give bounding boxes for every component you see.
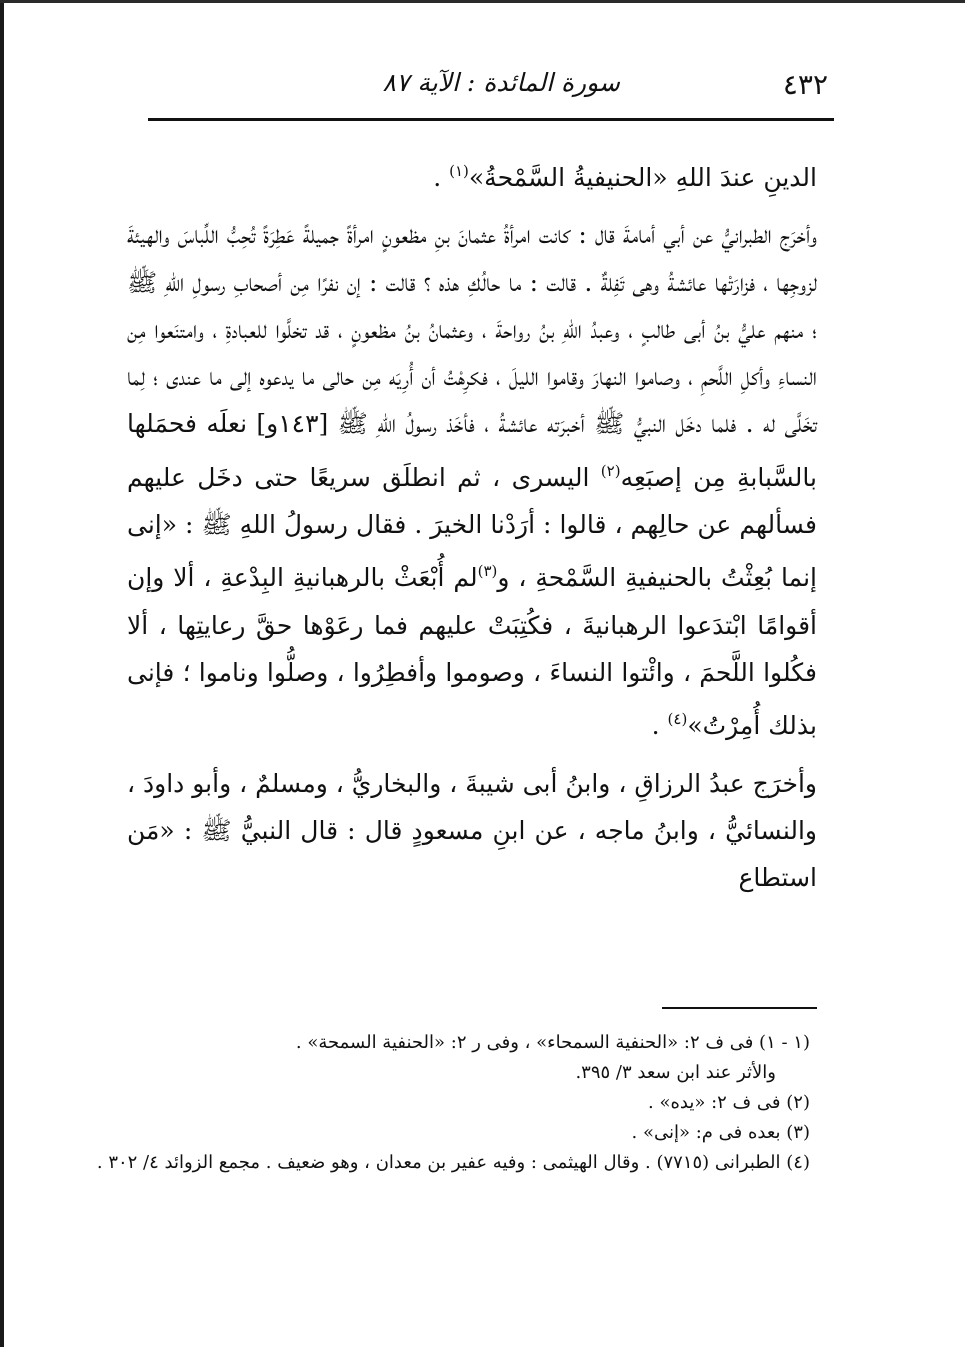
paragraph-2-part-2: اليسرى ، ثم انطلَق سريعًا حتى دخَل عليهم فسألهم عن حالِهم ، قالوا : أرَدْنا الخيرَ . فقال رسولُ اللهِ ﷺ : «إنى إنما بُعِثْتُ بالحنيفيةِ السَّمْحةِ ، و [127,462,817,593]
paragraph-3 [127,760,817,902]
footnotes [96,1028,810,1178]
paragraph-2-part-3: لم أُبْعَثْ بالرهبانيةِ البِدْعةِ ، ألا وإن أقوامًا ابْتدَعوا الرهبانيةَ ، فكُتِبَتْ عليهم فما رعَوْها حقَّ رعايتِها ، ألا فكُلوا اللَّحمَ ، وائْتوا النساءَ ، وصوموا وأفطِرُوا ، وصلُّوا وناموا ؛ فإنى بذلك أُمِرْتُ» [127,563,817,741]
paragraph-1-text: الدينِ عندَ اللهِ «الحنيفيةُ السَّمْحةُ» [468,163,817,192]
footnote-ref-2: (٢) [600,461,621,480]
footnote-1-line-1: (١ - ١) فى ف ٢: «الحنفية السمحاء» ، وفى ر ٢: «الحنفية السمحة» . [295,1032,810,1053]
paragraph-1-end: . [433,163,450,192]
footnote-rule [662,1007,817,1009]
header-rule [148,118,834,121]
surah-title: سورة المائدة : الآية ٨٧ [382,68,620,97]
footnote-2: (٢) فى ف ٢: «يده» . [648,1092,810,1113]
footnote-ref-3: (٣) [477,562,498,581]
footnote-ref-4: (٤) [667,710,688,729]
footnote-4: (٤) الطبرانى (٧٧١٥) . وقال الهيثمى : وفيه عفير بن معدان ، وهو ضعيف . مجمع الزوائد ٤/ ٣٠٢ . [96,1152,810,1173]
footnote-1-line-2: والأثر عند ابن سعد ٣/ ٣٩٥. [575,1062,776,1083]
paragraph-2-part-1: وأخرَج الطبرانيُّ عن أبي أمامةَ قال : كانت امرأةُ عثمانَ بنِ مظعونٍ امرأةً جميلةً عَطِرَةً تُحِبُّ اللِّباسَ والهيئةَ لزوجِها ، فزارَتْها عائشةُ وهى تَفِلةٌ . قالت : ما حالُكِ هذه ؟ قالت : إن نفرًا مِن أصحابِ رسولِ اللهِ ﷺ ؛ منهم عليُّ بنُ أبى طالبٍ ، وعبدُ اللهِ بنُ رواحةَ ، وعثمانُ بنُ مظعونٍ ، قد تخلَّوا للعبادةِ ، وامتنَعوا مِن النساءِ وأكلِ اللَّحمِ ، وصاموا النهارَ وقاموا الليلَ ، فكرِهْتُ أن أُرِيَه مِن حالى ما يدعوه إلى ما عندى ؛ لِما تخَلَّى له . فلما دخَل النبيُّ ﷺ أخبرَته عائشةُ ، فأخَذ رسولُ اللهِ ﷺ [١٤٣و] نعلَه فحمَلها بالسَّبابةِ مِن إصبَعِه [127,220,817,492]
running-head [150,62,830,102]
footnote-ref-1: (١) [449,162,469,180]
paragraph-2 [127,211,817,749]
paragraph-2-end: . [651,711,668,741]
body-text [127,148,817,901]
footnote-3: (٣) بعده فى م: «إنى» . [631,1122,810,1143]
page-number: ٤٣٢ [782,68,828,101]
paragraph-1 [127,148,817,201]
paragraph-3-text: وأخرَج عبدُ الرزاقِ ، وابنُ أبى شيبةَ ، والبخاريُّ ، ومسلمٌ ، وأبو داودَ ، والنسائيُّ ، وابنُ ماجه ، عن ابنِ مسعودٍ قال : قال النبيُّ ﷺ : «مَن استطاع [127,768,817,893]
